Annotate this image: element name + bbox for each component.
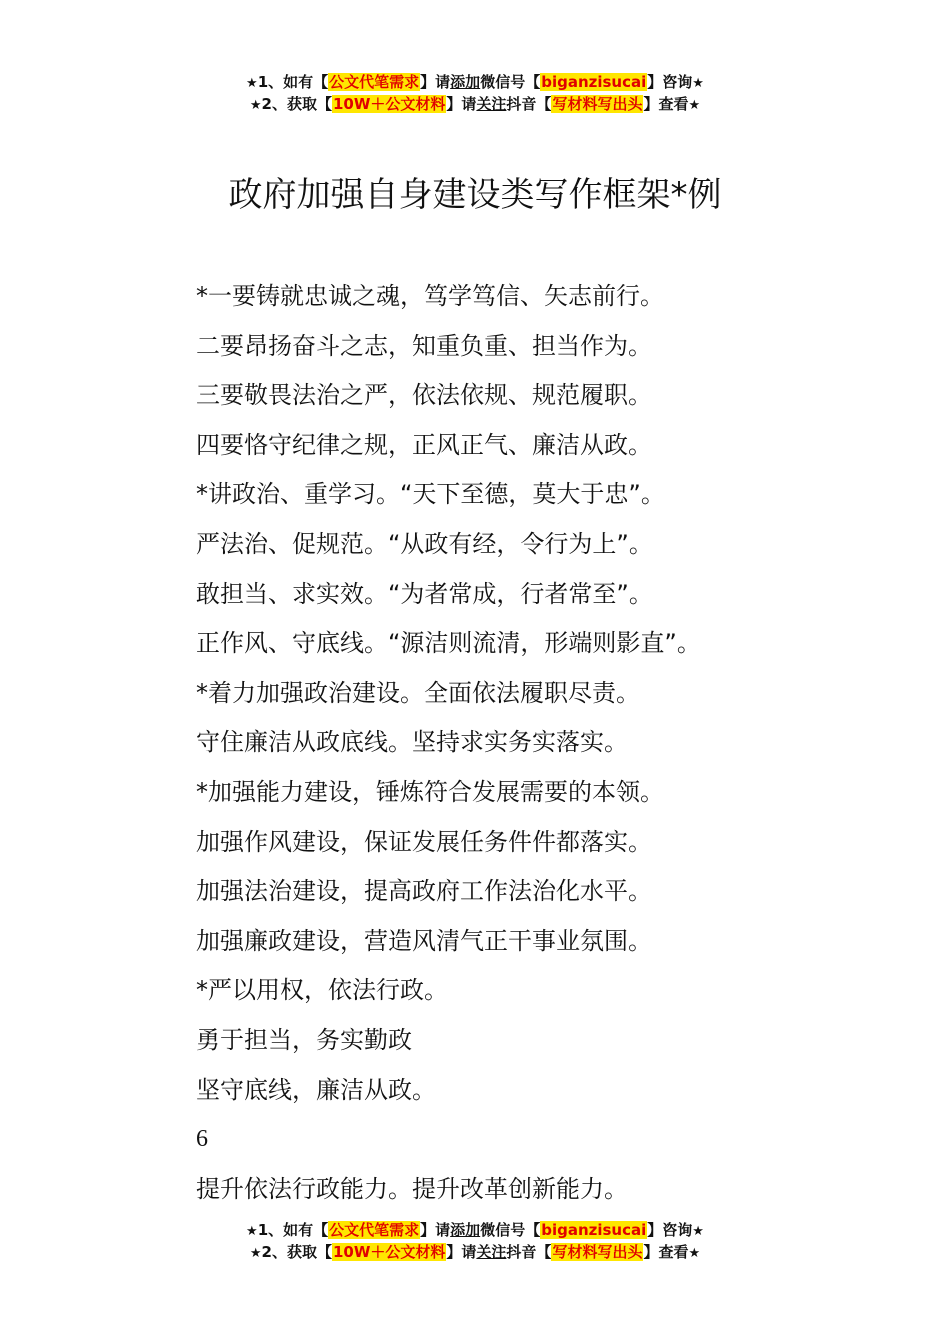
promo-text: 】请 [420,1221,451,1239]
promo-text: 1、如有【 [257,1221,329,1239]
star-icon: ★ [246,1224,258,1239]
promo-text: 】查看 [643,1243,689,1261]
promo-text: 】请 [420,73,451,91]
star-icon: ★ [688,1246,701,1261]
bottom-promo-banner [0,1219,950,1263]
body-paragraph: 三要敬畏法治之严，依法依规、规范履职。 [196,381,652,410]
promo-text: 】查看 [643,95,689,113]
body-paragraph: 二要昂扬奋斗之志，知重负重、担当作为。 [196,331,652,360]
body-paragraph: 勇于担当，务实勤政 [196,1025,412,1054]
body-paragraph: 严法治、促规范。“从政有经，令行为上”。 [196,529,653,558]
promo-highlight: 10W＋公文材料 [332,1243,446,1261]
promo-text: 2、获取【 [261,95,332,113]
promo-underline: 添加 [450,73,481,91]
promo-text: 】请 [446,1243,477,1261]
promo-underline: 关注 [476,1243,507,1261]
promo-text: 抖音【 [506,1243,552,1261]
promo-line-1 [0,1219,950,1241]
body-paragraph: 提升依法行政能力。提升改革创新能力。 [196,1174,628,1203]
body-paragraph: 四要恪守纪律之规，正风正气、廉洁从政。 [196,430,652,459]
promo-wechat-id: biganzisucai [541,1221,647,1239]
body-paragraph: *着力加强政治建设。全面依法履职尽责。 [196,678,640,707]
promo-underline: 关注 [476,95,507,113]
star-icon: ★ [246,76,258,91]
body-paragraph: 6 [196,1126,208,1153]
promo-line-1 [0,71,950,93]
body-paragraph: 加强作风建设，保证发展任务件件都落实。 [196,827,652,856]
body-paragraph: 加强廉政建设，营造风清气正干事业氛围。 [196,926,652,955]
body-paragraph: *讲政治、重学习。“天下至德，莫大于忠”。 [196,480,665,509]
document-body [196,272,916,1214]
promo-text: 2、获取【 [261,1243,332,1261]
promo-wechat-id: biganzisucai [541,73,647,91]
body-paragraph: 坚守底线，廉洁从政。 [196,1075,436,1104]
star-icon: ★ [249,98,262,113]
promo-underline: 添加 [450,1221,481,1239]
top-promo-banner [0,71,950,115]
promo-douyin-id: 写材料写出头 [552,95,643,113]
body-paragraph: *严以用权，依法行政。 [196,976,448,1005]
star-icon: ★ [692,76,704,91]
promo-highlight: 公文代笔需求 [329,1221,420,1239]
promo-highlight: 公文代笔需求 [329,73,420,91]
star-icon: ★ [692,1224,704,1239]
promo-line-2 [0,93,950,115]
body-paragraph: 加强法治建设，提高政府工作法治化水平。 [196,877,652,906]
promo-highlight: 10W＋公文材料 [332,95,446,113]
document-title: 政府加强自身建设类写作框架*例 [228,175,722,215]
promo-text: 】咨询 [647,1221,693,1239]
star-icon: ★ [249,1246,262,1261]
body-paragraph: *一要铸就忠诚之魂，笃学笃信、矢志前行。 [196,282,664,310]
promo-line-2 [0,1241,950,1263]
promo-text: 微信号【 [480,73,541,91]
promo-text: 抖音【 [506,95,552,113]
promo-douyin-id: 写材料写出头 [552,1243,643,1261]
promo-text: 】咨询 [647,73,693,91]
body-paragraph: 正作风、守底线。“源洁则流清，形端则影直”。 [196,629,701,658]
promo-text: 1、如有【 [257,73,329,91]
body-paragraph: 守住廉洁从政底线。坚持求实务实落实。 [196,728,628,757]
star-icon: ★ [688,98,701,113]
body-paragraph: *加强能力建设，锤炼符合发展需要的本领。 [196,777,664,806]
body-paragraph: 敢担当、求实效。“为者常成，行者常至”。 [196,579,653,608]
promo-text: 微信号【 [480,1221,541,1239]
promo-text: 】请 [446,95,477,113]
